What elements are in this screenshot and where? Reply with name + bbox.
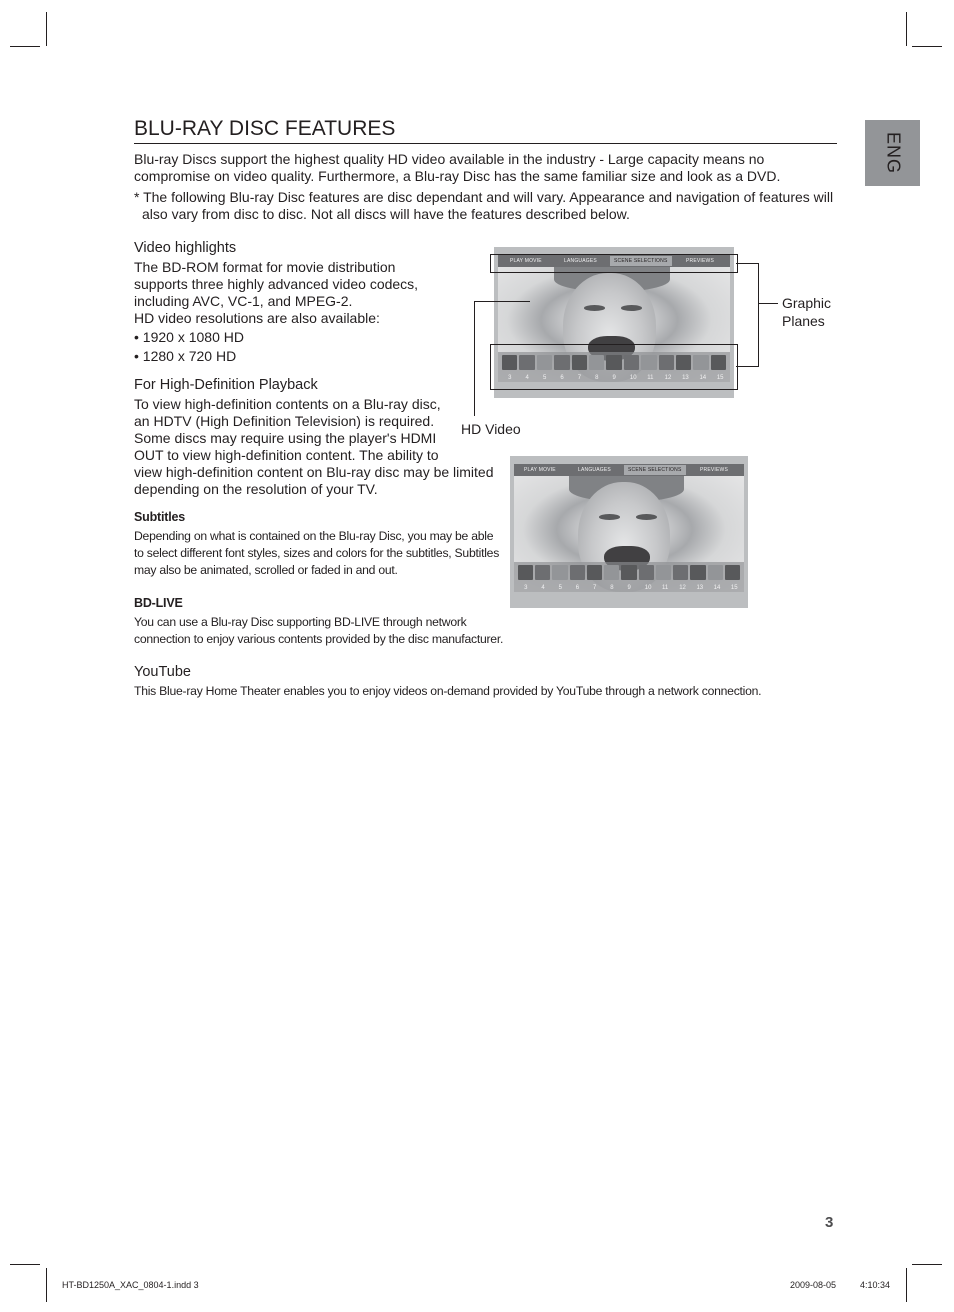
- scene-number: 9: [612, 375, 616, 381]
- text-line: an HDTV (High Definition Television) is required.: [134, 413, 435, 429]
- text-line: including AVC, VC-1, and MPEG-2.: [134, 293, 353, 309]
- footer-time: 4:10:34: [860, 1280, 891, 1290]
- scene-number: 8: [610, 585, 614, 591]
- text-line: to select different font styles, sizes and colors for the subtitles, Subtitles: [134, 546, 500, 560]
- text-line: may also be animated, scrolled or faded in and out.: [134, 563, 398, 577]
- scene-thumbnail: [535, 565, 550, 591]
- scene-number: 15: [730, 585, 738, 591]
- crop-mark: [906, 12, 907, 46]
- bluray-menu-screenshot-bottom: [510, 456, 748, 608]
- scene-number: 10: [644, 585, 652, 591]
- scene-number: 9: [627, 585, 631, 591]
- text-line: OUT to view high-definition content. The ability to: [134, 447, 439, 463]
- scene-number: 8: [595, 375, 599, 381]
- scene-number: 10: [629, 375, 637, 381]
- callout-line: [758, 303, 778, 304]
- scene-number: 12: [679, 585, 686, 591]
- text-line: The BD-ROM format for movie distribution: [134, 259, 396, 275]
- video-highlights-text: [134, 259, 418, 327]
- callout-line: [474, 301, 530, 302]
- menu-bar: [514, 464, 744, 476]
- scene-thumbnail: [656, 565, 671, 591]
- scene-thumbnail: [708, 565, 723, 591]
- video-highlights-heading: Video highlights: [134, 240, 237, 256]
- bdlive-text: [134, 614, 503, 648]
- text-line: supports three highly advanced video codecs,: [134, 276, 419, 292]
- scene-number: 13: [682, 375, 689, 381]
- scene-number: 14: [713, 585, 721, 591]
- scene-number: 15: [716, 375, 724, 381]
- scene-number: 11: [661, 585, 669, 591]
- screen-footer-band: [510, 594, 748, 608]
- scene-number: 7: [593, 585, 597, 591]
- crop-mark: [906, 1268, 907, 1302]
- callout-line: [736, 263, 758, 264]
- menu-item-scene-selections: SCENE SELECTIONS: [624, 465, 686, 475]
- text-line: Depending on what is contained on the Blu-ray Disc, you may be able: [134, 529, 494, 543]
- scene-number: 11: [647, 375, 654, 381]
- language-tab-label: ENG: [883, 131, 903, 175]
- subtitles-heading: Subtitles: [134, 510, 185, 524]
- text-line: Some discs may require using the player's HDMI: [134, 430, 437, 446]
- hd-playback-text: [134, 396, 494, 498]
- scene-number: 5: [542, 375, 547, 381]
- text-line: connection to enjoy various contents provided by the disc manufacturer.: [134, 632, 504, 646]
- scene-thumbnail: [639, 565, 654, 591]
- scene-number: 4: [525, 375, 529, 381]
- callout-line: [474, 301, 475, 416]
- scene-number: 3: [524, 585, 528, 591]
- scene-number: 6: [575, 585, 580, 591]
- menu-item-languages: LANGUAGES: [578, 467, 611, 473]
- page-title: BLU-RAY DISC FEATURES: [134, 116, 837, 144]
- list-item: • 1280 x 720 HD: [134, 348, 237, 364]
- bdlive-heading: BD-LIVE: [134, 596, 183, 610]
- eye-shape: [621, 305, 642, 311]
- menu-item-scene-selections: SCENE SELECTIONS: [610, 256, 672, 266]
- menu-item-play-movie: PLAY MOVIE: [510, 258, 542, 264]
- scene-thumbnail: [673, 565, 688, 591]
- crop-mark: [10, 1264, 40, 1265]
- scene-thumbnail: [570, 565, 585, 591]
- graphic-planes-callout-top: [490, 254, 738, 273]
- language-tab: [865, 120, 920, 186]
- callout-line: [736, 366, 758, 367]
- menu-item-languages: LANGUAGES: [564, 258, 597, 264]
- footer-date: 2009-08-05: [790, 1280, 837, 1290]
- scene-thumbnail: [725, 565, 740, 591]
- hd-video-label: HD Video: [461, 421, 521, 437]
- resolution-list: [134, 328, 244, 366]
- menu-item-previews: PREVIEWS: [686, 258, 714, 264]
- scene-thumbnail: [604, 565, 619, 591]
- intro-paragraph: Blu-ray Discs support the highest quality HD video available in the industry - Large capacity means no compromise on video quality. Furthermore, a Blu-ray Disc has the same familiar size and look as a DVD.: [134, 151, 781, 184]
- footer-filename: HT-BD1250A_XAC_0804-1.indd 3: [62, 1280, 199, 1290]
- crop-mark: [912, 46, 942, 47]
- text-line: depending on the resolution of your TV.: [134, 481, 378, 497]
- scene-number: 4: [541, 585, 545, 591]
- note-paragraph: * The following Blu-ray Disc features are disc dependant and will vary. Appearance and navigation of features will also vary from disc to disc. Not all discs will have the features described below.: [134, 189, 834, 222]
- scene-thumbnail: [587, 565, 602, 591]
- scene-number: 3: [508, 375, 512, 381]
- eye-shape: [636, 514, 657, 520]
- page-number: 3: [825, 1214, 834, 1231]
- scene-number: 13: [696, 585, 704, 591]
- text-line: HD video resolutions are also available:: [134, 310, 380, 326]
- scene-thumbnail-strip: [514, 562, 744, 592]
- scene-number: 14: [699, 375, 707, 381]
- scene-number: 7: [577, 375, 582, 381]
- scene-number: 12: [664, 375, 672, 381]
- label-line: Graphic: [782, 295, 832, 311]
- scene-thumbnail: [621, 565, 636, 591]
- scene-number: 6: [560, 375, 564, 381]
- eye-shape: [599, 514, 620, 520]
- crop-mark: [46, 1268, 47, 1302]
- crop-mark: [912, 1264, 942, 1265]
- scene-thumbnail: [690, 565, 705, 591]
- crop-mark: [10, 46, 40, 47]
- youtube-text: This Blue-ray Home Theater enables you to enjoy videos on-demand provided by YouTube through a network connection.: [134, 684, 762, 698]
- menu-item-play-movie: PLAY MOVIE: [524, 467, 556, 473]
- graphic-planes-label: [782, 294, 831, 330]
- eye-shape: [584, 305, 605, 311]
- text-line: view high-definition content on Blu-ray disc may be limited: [134, 464, 494, 480]
- text-line: To view high-definition contents on a Blu-ray disc,: [134, 396, 441, 412]
- label-line: Planes: [782, 313, 825, 329]
- graphic-planes-callout-bottom: [490, 344, 738, 390]
- crop-mark: [46, 12, 47, 46]
- callout-line: [758, 263, 759, 367]
- list-item: • 1920 x 1080 HD: [134, 329, 244, 345]
- scene-number: 5: [558, 585, 562, 591]
- menu-item-previews: PREVIEWS: [700, 467, 728, 473]
- text-line: You can use a Blu-ray Disc supporting BD-LIVE through network: [134, 615, 467, 629]
- subtitles-text: [134, 528, 499, 579]
- youtube-heading: YouTube: [134, 664, 191, 680]
- scene-thumbnail: [518, 565, 533, 591]
- hd-playback-heading: For High-Definition Playback: [134, 377, 318, 393]
- scene-thumbnail: [552, 565, 567, 591]
